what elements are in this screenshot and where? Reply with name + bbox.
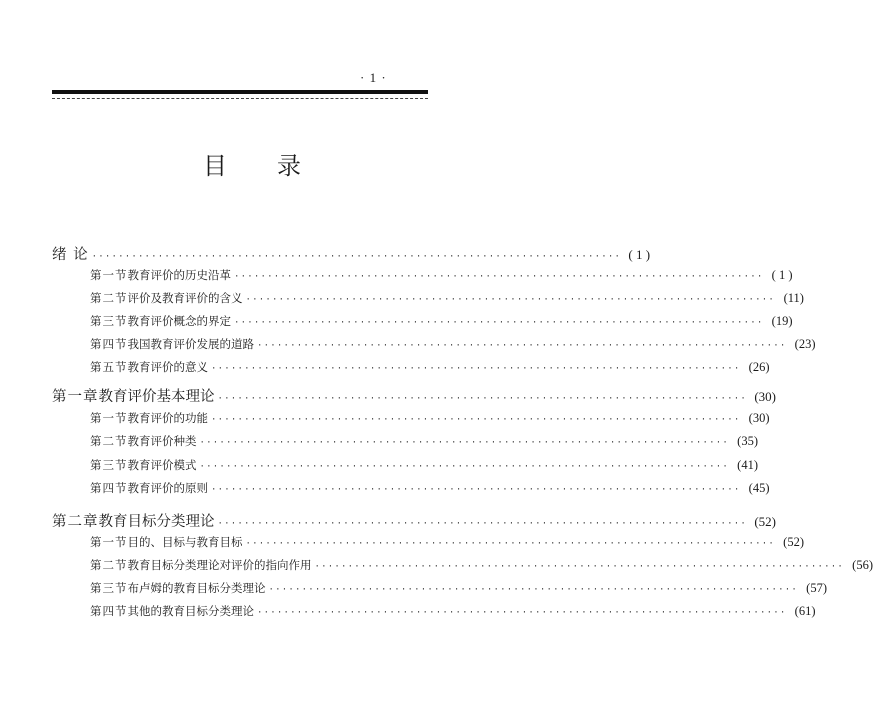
page-ref: (23): [794, 337, 816, 351]
chapter-label: 第一章: [52, 389, 99, 405]
section-title: 教育评价种类: [127, 434, 197, 448]
toc-section[interactable]: [90, 359, 770, 375]
toc-section[interactable]: [90, 480, 770, 496]
section-title: 其他的教育目标分类理论: [127, 604, 254, 618]
toc-section[interactable]: [90, 603, 816, 619]
page-ref: ( 1 ): [628, 247, 651, 262]
section-title: 教育评价的意义: [127, 360, 208, 374]
section-label: 第五节: [90, 360, 128, 374]
page-ref: (41): [737, 458, 758, 472]
section-label: 第四节: [90, 337, 128, 351]
section-title: 教育目标分类理论对评价的指向作用: [127, 558, 312, 572]
leader-dots: ················································································: [234, 272, 764, 282]
leader-dots: ················································································: [211, 485, 741, 495]
leader-dots: ················································································: [257, 608, 787, 618]
page-ref: (35): [737, 434, 758, 448]
chapter-title: 教育评价基本理论: [98, 389, 215, 405]
toc-section[interactable]: [90, 410, 770, 426]
section-label: 第四节: [90, 481, 128, 495]
page-ref: (26): [748, 360, 770, 374]
section-label: 第二节: [90, 558, 128, 572]
section-label: 第三节: [90, 458, 128, 472]
leader-dots: ················································································: [199, 462, 729, 472]
chapter-label: 绪 论: [52, 247, 89, 263]
page-ref: (45): [748, 481, 770, 495]
leader-dots: ················································································: [211, 364, 741, 374]
page-ref: ( 1 ): [771, 268, 793, 282]
toc-section[interactable]: [90, 557, 873, 573]
section-title: 我国教育评价发展的道路: [127, 337, 254, 351]
section-title: 评价及教育评价的含义: [127, 291, 243, 305]
leader-dots: ················································································: [245, 295, 775, 305]
leader-dots: ················································································: [217, 519, 747, 529]
toc-section[interactable]: [90, 267, 793, 283]
section-label: 第一节: [90, 268, 128, 282]
section-label: 第一节: [90, 535, 128, 549]
leader-dots: ················································································: [314, 562, 844, 572]
page-ref: (52): [783, 535, 804, 549]
leader-dots: ················································································: [217, 394, 747, 404]
header-rule-thick: [52, 90, 428, 94]
leader-dots: ················································································: [245, 539, 775, 549]
leader-dots: ················································································: [234, 318, 764, 328]
toc-section[interactable]: [90, 457, 758, 473]
header-rule-thin: [52, 98, 428, 99]
section-title: 教育评价的原则: [127, 481, 208, 495]
leader-dots: ················································································: [268, 585, 798, 595]
page-ref: (52): [754, 514, 776, 529]
section-label: 第三节: [90, 581, 128, 595]
toc-section[interactable]: [90, 580, 827, 596]
section-title: 教育评价概念的界定: [127, 314, 231, 328]
toc-title: 目录: [203, 152, 351, 180]
leader-dots: ················································································: [199, 438, 729, 448]
toc-chapter-2[interactable]: [52, 510, 776, 531]
toc-section[interactable]: [90, 534, 804, 550]
page-ref: (56): [852, 558, 873, 572]
chapter-label: 第二章: [52, 514, 99, 530]
leader-dots: ················································································: [211, 415, 741, 425]
section-label: 第一节: [90, 411, 128, 425]
section-label: 第二节: [90, 291, 128, 305]
toc-section[interactable]: [90, 336, 816, 352]
section-title: 教育评价的历史沿革: [127, 268, 231, 282]
toc-section[interactable]: [90, 290, 804, 306]
section-title: 教育评价的功能: [127, 411, 208, 425]
page-ref: (61): [794, 604, 816, 618]
toc-section[interactable]: [90, 433, 758, 449]
page-ref: (11): [783, 291, 804, 305]
page-ref: (57): [806, 581, 827, 595]
section-title: 目的、目标与教育目标: [127, 535, 243, 549]
page-ref: (30): [754, 389, 776, 404]
section-title: 布卢姆的教育目标分类理论: [127, 581, 266, 595]
section-label: 第二节: [90, 434, 128, 448]
section-title: 教育评价模式: [127, 458, 197, 472]
page-number: · 1 ·: [360, 70, 387, 85]
toc-chapter-intro[interactable]: [52, 243, 651, 264]
toc-chapter-1[interactable]: [52, 385, 776, 406]
toc-section[interactable]: [90, 313, 793, 329]
page-ref: (19): [771, 314, 793, 328]
page-ref: (30): [748, 411, 770, 425]
section-label: 第四节: [90, 604, 128, 618]
section-label: 第三节: [90, 314, 128, 328]
chapter-title: 教育目标分类理论: [98, 514, 215, 530]
leader-dots: ················································································: [91, 252, 622, 262]
leader-dots: ················································································: [257, 341, 787, 351]
